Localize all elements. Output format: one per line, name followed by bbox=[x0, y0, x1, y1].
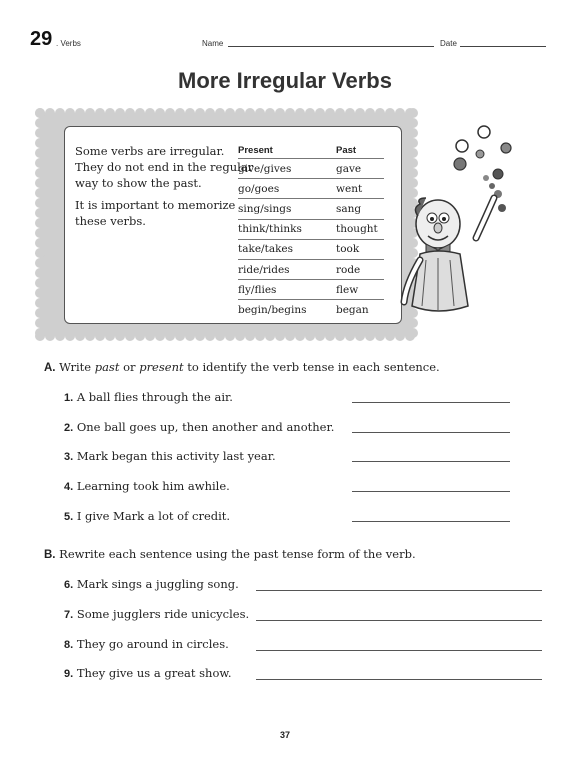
header-past: Past bbox=[336, 145, 357, 156]
question-item bbox=[64, 607, 249, 621]
present-form: begin/begins bbox=[238, 303, 307, 316]
verb-table-header bbox=[238, 143, 384, 159]
answer-line-6[interactable] bbox=[256, 590, 542, 591]
question-text: They give us a great show. bbox=[76, 666, 232, 680]
table-row bbox=[238, 199, 384, 219]
question-number: 2. bbox=[64, 422, 74, 434]
rule-text bbox=[75, 143, 255, 235]
question-item bbox=[64, 637, 229, 651]
answer-line-8[interactable] bbox=[256, 650, 542, 651]
present-form: give/gives bbox=[238, 162, 292, 175]
question-text: Learning took him awhile. bbox=[76, 479, 230, 493]
question-item bbox=[64, 666, 232, 680]
lesson-number: 29 bbox=[30, 28, 53, 50]
past-form: took bbox=[336, 243, 360, 256]
answer-line-4[interactable] bbox=[352, 491, 510, 492]
rule-paragraph-2: It is important to memorize these verbs. bbox=[75, 198, 236, 228]
section-a-letter: A. bbox=[44, 362, 56, 374]
question-item bbox=[64, 420, 334, 434]
past-form: began bbox=[336, 303, 369, 316]
word-past: past bbox=[94, 360, 120, 374]
answer-line-3[interactable] bbox=[352, 461, 510, 462]
table-row bbox=[238, 179, 384, 199]
past-form: went bbox=[336, 182, 363, 195]
past-form: thought bbox=[336, 223, 378, 236]
past-form: sang bbox=[336, 202, 362, 215]
section-a-text-1: Write bbox=[59, 360, 95, 374]
question-item bbox=[64, 577, 239, 591]
page-title: More Irregular Verbs bbox=[178, 68, 392, 93]
juggler-illustration bbox=[398, 120, 548, 320]
question-text: I give Mark a lot of credit. bbox=[76, 509, 231, 523]
question-text: Mark sings a juggling song. bbox=[76, 577, 239, 591]
question-item bbox=[64, 509, 230, 523]
question-number: 8. bbox=[64, 639, 74, 651]
present-form: take/takes bbox=[238, 243, 294, 256]
table-row bbox=[238, 280, 384, 300]
section-b-text: Rewrite each sentence using the past tense form of the verb. bbox=[59, 547, 416, 561]
name-label: Name bbox=[202, 39, 224, 48]
table-row bbox=[238, 260, 384, 280]
section-a-text-2: or bbox=[119, 360, 140, 374]
rule-paragraph-1: Some verbs are irregular. They do not end in the regular way to show the past. bbox=[75, 144, 254, 190]
question-number: 3. bbox=[64, 451, 74, 463]
question-item bbox=[64, 479, 230, 493]
date-field[interactable] bbox=[460, 46, 546, 47]
past-form: gave bbox=[336, 162, 362, 175]
section-b-instruction bbox=[44, 547, 416, 561]
present-form: sing/sings bbox=[238, 202, 292, 215]
present-form: fly/flies bbox=[238, 283, 277, 296]
question-number: 5. bbox=[64, 511, 74, 523]
question-item bbox=[64, 390, 233, 404]
section-a-text-3: to identify the verb tense in each sentence. bbox=[183, 360, 440, 374]
answer-line-7[interactable] bbox=[256, 620, 542, 621]
question-number: 4. bbox=[64, 481, 74, 493]
section-b-letter: B. bbox=[44, 549, 56, 561]
question-text: Mark began this activity last year. bbox=[76, 449, 276, 463]
answer-line-2[interactable] bbox=[352, 432, 510, 433]
question-text: Some jugglers ride unicycles. bbox=[76, 607, 250, 621]
question-number: 9. bbox=[64, 668, 74, 680]
question-text: They go around in circles. bbox=[76, 637, 229, 651]
past-form: flew bbox=[336, 283, 359, 296]
verb-table bbox=[238, 143, 384, 320]
present-form: ride/rides bbox=[238, 263, 290, 276]
past-form: rode bbox=[336, 263, 361, 276]
question-number: 6. bbox=[64, 579, 74, 591]
question-number: 7. bbox=[64, 609, 74, 621]
lesson-topic: . Verbs bbox=[56, 39, 81, 48]
answer-line-9[interactable] bbox=[256, 679, 542, 680]
name-field[interactable] bbox=[228, 46, 434, 47]
word-present: present bbox=[139, 360, 184, 374]
question-item bbox=[64, 449, 276, 463]
table-row bbox=[238, 300, 384, 319]
table-row bbox=[238, 240, 384, 260]
answer-line-5[interactable] bbox=[352, 521, 510, 522]
question-text: A ball flies through the air. bbox=[76, 390, 233, 404]
answer-line-1[interactable] bbox=[352, 402, 510, 403]
question-text: One ball goes up, then another and another. bbox=[76, 420, 335, 434]
question-number: 1. bbox=[64, 392, 74, 404]
date-label: Date bbox=[440, 39, 457, 48]
table-row bbox=[238, 220, 384, 240]
present-form: think/thinks bbox=[238, 223, 302, 236]
header-present: Present bbox=[238, 145, 273, 156]
page-number: 37 bbox=[279, 730, 290, 740]
table-row bbox=[238, 159, 384, 179]
section-a-instruction bbox=[44, 360, 440, 374]
present-form: go/goes bbox=[238, 182, 280, 195]
